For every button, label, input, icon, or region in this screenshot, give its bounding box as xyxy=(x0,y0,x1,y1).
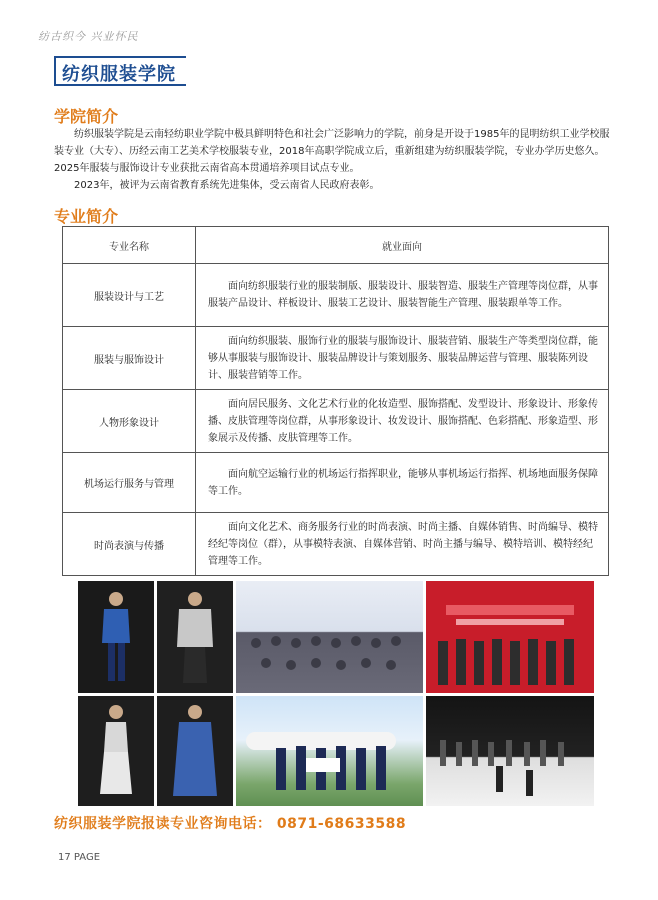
majors-table xyxy=(62,226,609,576)
major-career: 面向文化艺术、商务服务行业的时尚表演、时尚主播、自媒体销售、时尚编导、模特经纪等岗位（群），从事模特表演、自媒体营销、时尚主播与编导、模特培训、模特经纪管理等工作。 xyxy=(196,513,609,576)
major-career: 面向纺织服装、服饰行业的服装与服饰设计、服装营销、服装生产等类型岗位群，能够从事服装与服饰设计、服装品牌设计与策划服务、服装品牌运营与管理、服装陈列设计、服装营销等工作。 xyxy=(196,327,609,390)
award-photo xyxy=(426,581,594,693)
group-photo xyxy=(236,581,423,693)
header-motto: 纺古织今 兴业怀民 xyxy=(38,30,139,43)
intro-paragraph: 纺织服装学院是云南轻纺职业学院中极具鲜明特色和社会广泛影响力的学院，前身是开设于1985年的昆明纺织工业学校服装专业（大专）、历经云南工艺美术学校服装专业，2018年高职学院成立后，重新组建为纺织服装学院，专业办学历史悠久。2025年服装与服饰设计专业获批云南省高本贯通培养项目试点专业。 xyxy=(54,129,610,174)
major-name: 人物形象设计 xyxy=(63,390,196,453)
table-header-row xyxy=(63,227,609,264)
major-career: 面向航空运输行业的机场运行指挥职业，能够从事机场运行指挥、机场地面服务保障等工作。 xyxy=(196,453,609,513)
runway-photo xyxy=(157,696,233,806)
major-name: 服装设计与工艺 xyxy=(63,264,196,327)
page-number: 17 PAGE xyxy=(58,852,101,863)
major-name: 时尚表演与传播 xyxy=(63,513,196,576)
table-row xyxy=(63,264,609,327)
major-career: 面向纺织服装行业的服装制版、服装设计、服装智造、服装生产管理等岗位群，从事服装产品设计、样板设计、服装工艺设计、服装智能生产管理、服装跟单等工作。 xyxy=(196,264,609,327)
hotline-text: 纺织服装学院报读专业咨询电话： 0871-68633588 xyxy=(54,816,407,832)
major-name: 服装与服饰设计 xyxy=(63,327,196,390)
column-header-name: 专业名称 xyxy=(63,227,196,264)
intro-text xyxy=(54,126,616,194)
column-header-career: 就业面向 xyxy=(196,227,609,264)
majors-heading: 专业简介 xyxy=(54,207,119,226)
major-name: 机场运行服务与管理 xyxy=(63,453,196,513)
runway-photo xyxy=(78,696,154,806)
airline-service-photo xyxy=(236,696,423,806)
runway-photo xyxy=(78,581,154,693)
table-row xyxy=(63,513,609,576)
intro-heading: 学院简介 xyxy=(54,107,119,126)
table-row xyxy=(63,390,609,453)
fashion-show-photo xyxy=(426,696,594,806)
table-row xyxy=(63,453,609,513)
runway-photo xyxy=(157,581,233,693)
major-career: 面向居民服务、文化艺术行业的化妆造型、服饰搭配、发型设计、形象设计、形象传播、皮肤管理等岗位群，从事形象设计、妆发设计、服饰搭配、色彩搭配、形象造型、形象展示及传播、皮肤管理等工作。 xyxy=(196,390,609,453)
table-row xyxy=(63,327,609,390)
page-title: 纺织服装学院 xyxy=(62,64,176,85)
intro-paragraph: 2023年，被评为云南省教育系统先进集体，受云南省人民政府表彰。 xyxy=(74,180,380,191)
title-frame xyxy=(54,56,186,86)
